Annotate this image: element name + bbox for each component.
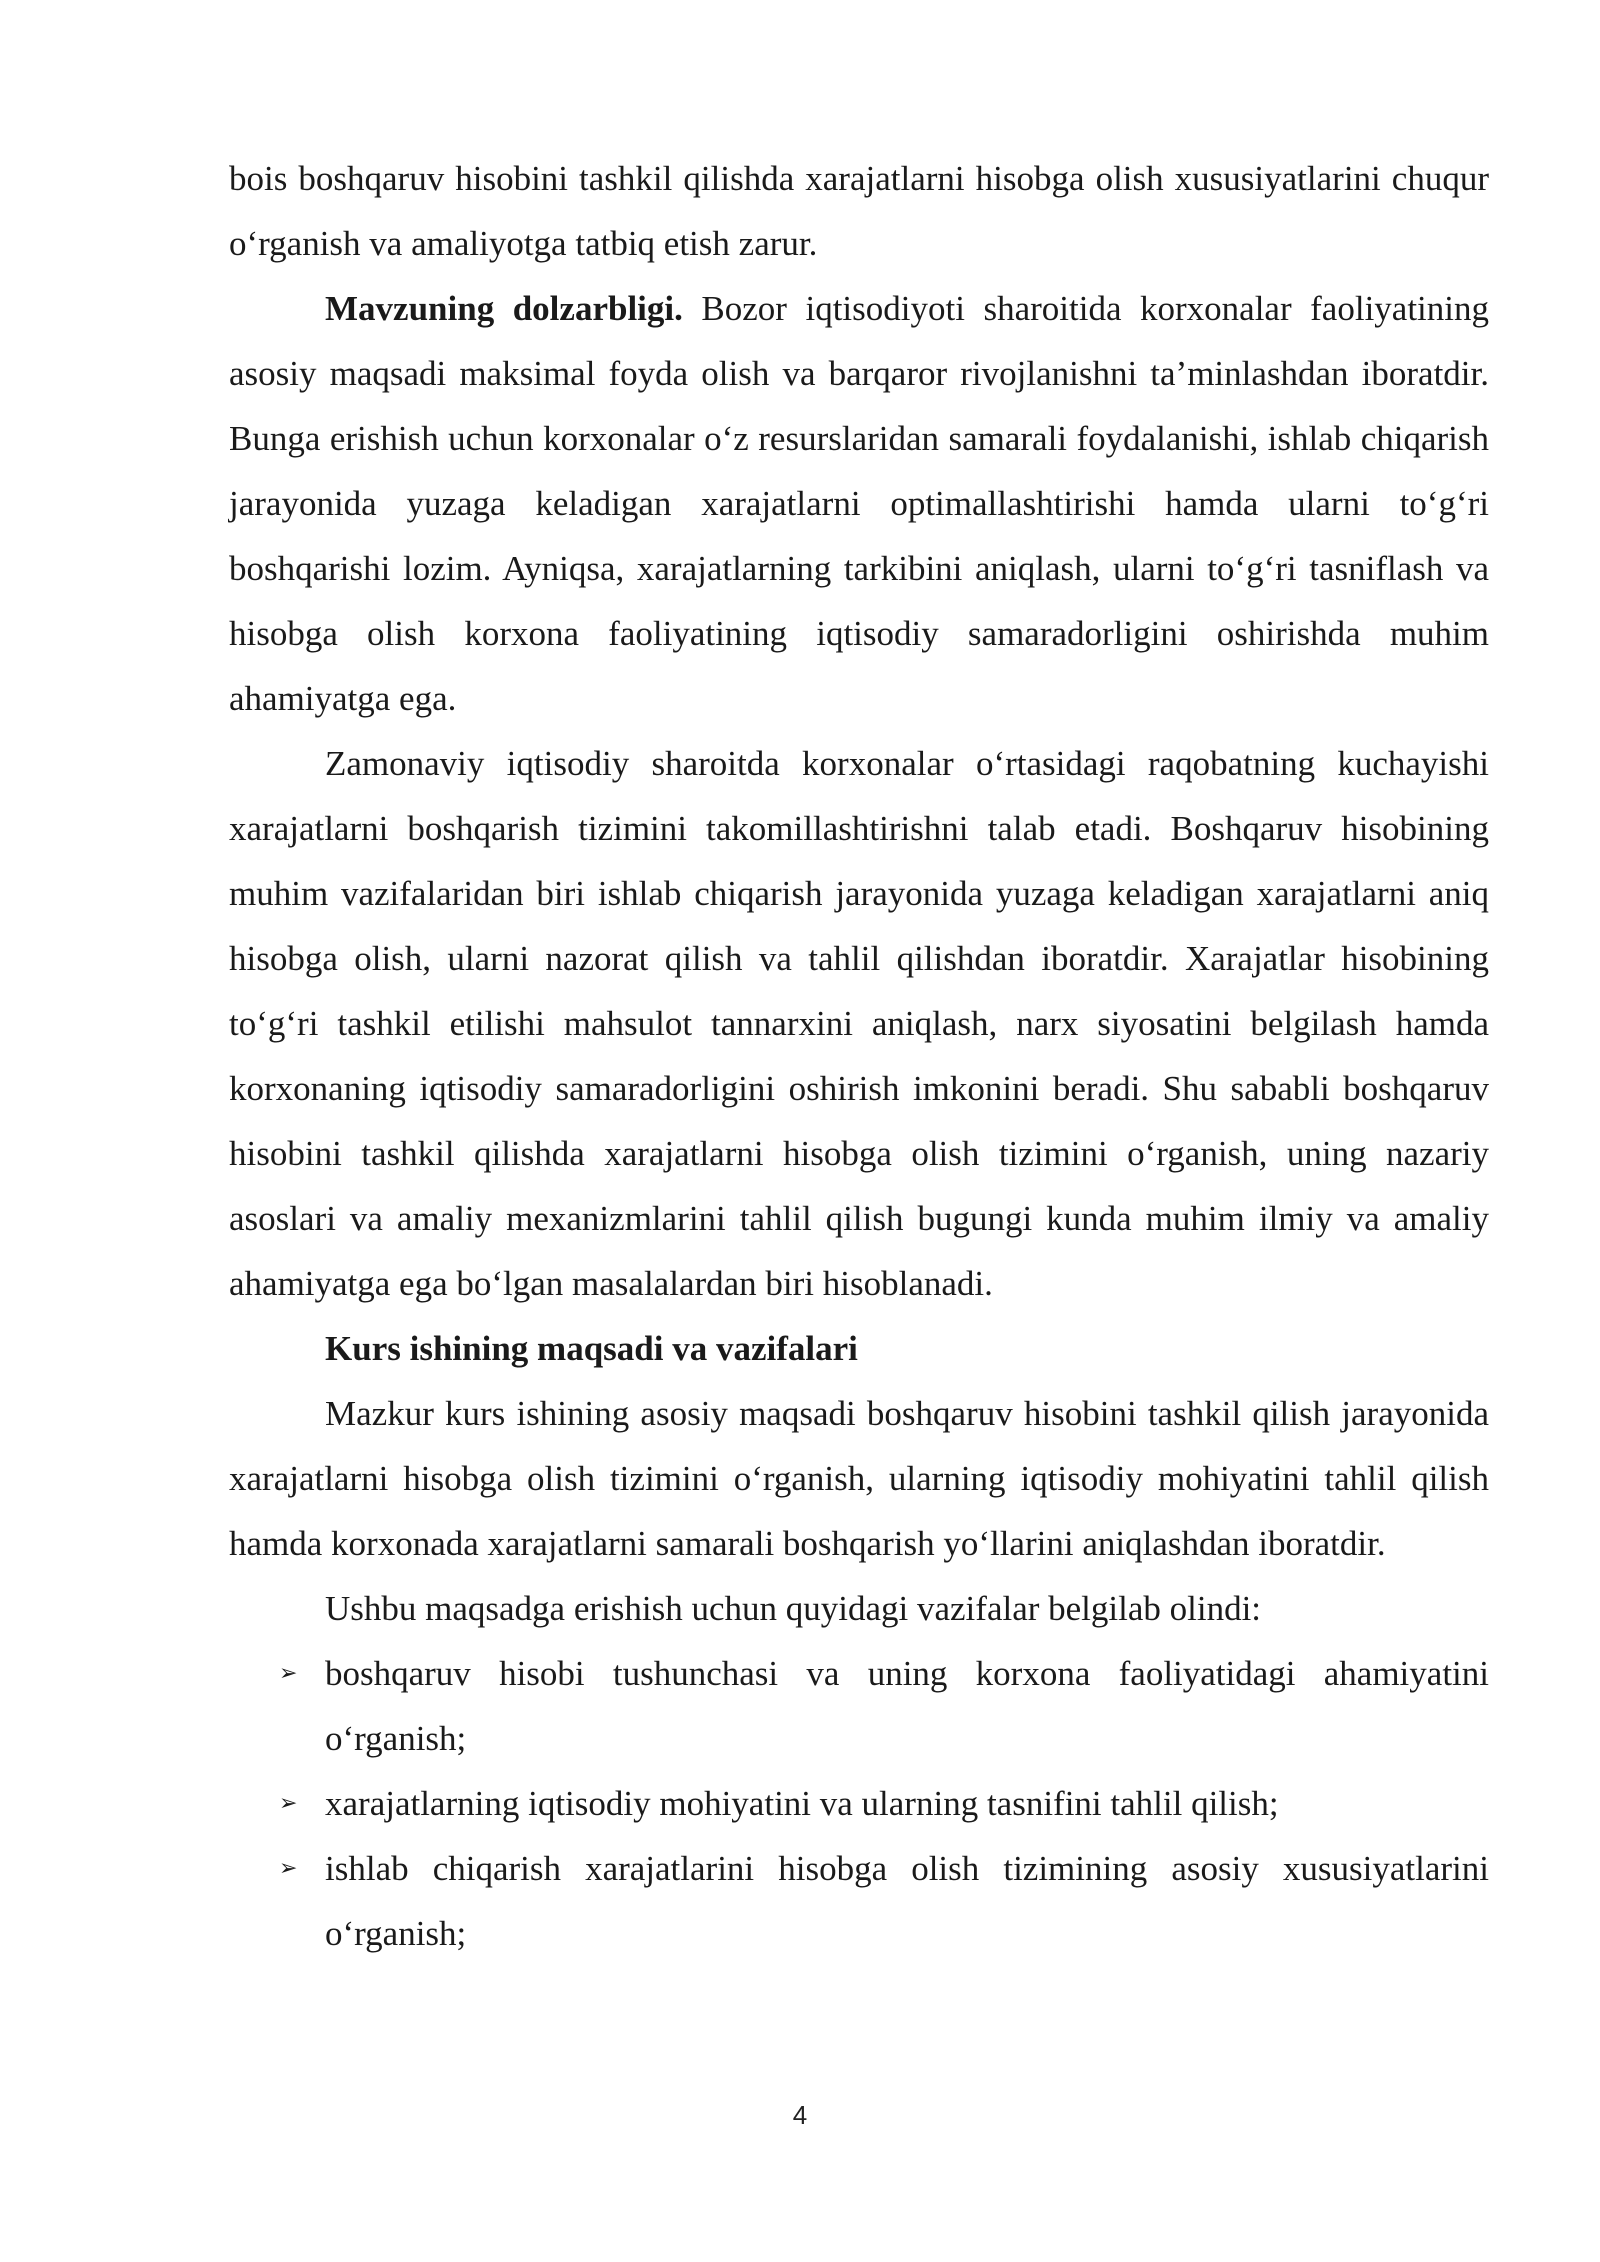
relevance-body: Bozor iqtisodiyoti sharoitida korxonalar faoliyatining asosiy maqsadi maksimal foyda olish va barqaror rivojlanishni ta’minlashdan iboratdir. Bunga erishish uchun korxonalar o‘z resurslaridan samarali foydalanishi, ishlab chiqarish jarayonida yuzaga keladigan xarajatlarni optimallashtirishi hamda ularni to‘g‘ri boshqarishi lozim. Ayniqsa, xarajatlarning tarkibini aniqlash, ularni to‘g‘ri tasniflash va hisobga olish korxona faoliyatining iqtisodiy samaradorligini oshirishda muhim ahamiyatga ega. [229, 289, 1489, 718]
paragraph-modern-conditions: Zamonaviy iqtisodiy sharoitda korxonalar o‘rtasidagi raqobatning kuchayishi xarajatlarni boshqarish tizimini takomillashtirishni talab etadi. Boshqaruv hisobining muhim vazifalaridan biri ishlab chiqarish jarayonida yuzaga keladigan xarajatlarni aniq hisobga olish, ularni nazorat qilish va tahlil qilishdan iboratdir. Xarajatlar hisobining to‘g‘ri tashkil etilishi mahsulot tannarxini aniqlash, narx siyosatini belgilash hamda korxonaning iqtisodiy samaradorligini oshirish imkonini beradi. Shu sababli boshqaruv hisobini tashkil qilishda xarajatlarni hisobga olish tizimini o‘rganish, uning nazariy asoslari va amaliy mexanizmlarini tahlil qilish bugungi kunda muhim ilmiy va amaliy ahamiyatga ega bo‘lgan masalalardan biri hisoblanadi. [229, 744, 1489, 1303]
list-item [229, 1641, 1489, 1771]
arrow-bullet-icon: ➢ [279, 1661, 298, 1686]
paragraph-tasks-intro: Ushbu maqsadga erishish uchun quyidagi vazifalar belgilab olindi: [325, 1589, 1262, 1628]
arrow-bullet-icon: ➢ [279, 1791, 298, 1816]
paragraph-aim: Mazkur kurs ishining asosiy maqsadi boshqaruv hisobini tashkil qilish jarayonida xarajatlarni hisobga olish tizimini o‘rganish, ularning iqtisodiy mohiyatini tahlil qilish hamda korxonada xarajatlarni samarali boshqarish yo‘llarini aniqlashdan iboratdir. [229, 1394, 1489, 1563]
list-item-text: ishlab chiqarish xarajatlarini hisobga olish tizimining asosiy xususiyatlarini o‘rganish; [325, 1849, 1489, 1953]
relevance-lead: Mavzuning dolzarbligi. [325, 289, 683, 328]
paragraph-relevance [229, 276, 1489, 731]
task-list [229, 1641, 1489, 1966]
section-heading: Kurs ishining maqsadi va vazifalari [325, 1329, 858, 1368]
document-body [229, 146, 1489, 1966]
page-number: 4 [792, 2100, 808, 2130]
list-item [229, 1771, 1489, 1836]
list-item [229, 1836, 1489, 1966]
paragraph-intro: bois boshqaruv hisobini tashkil qilishda xarajatlarni hisobga olish xususiyatlarini chuqur o‘rganish va amaliyotga tatbiq etish zarur. [229, 159, 1489, 263]
arrow-bullet-icon: ➢ [279, 1856, 298, 1881]
list-item-text: xarajatlarning iqtisodiy mohiyatini va ularning tasnifini tahlil qilish; [325, 1784, 1279, 1823]
list-item-text: boshqaruv hisobi tushunchasi va uning korxona faoliyatidagi ahamiyatini o‘rganish; [325, 1654, 1489, 1758]
